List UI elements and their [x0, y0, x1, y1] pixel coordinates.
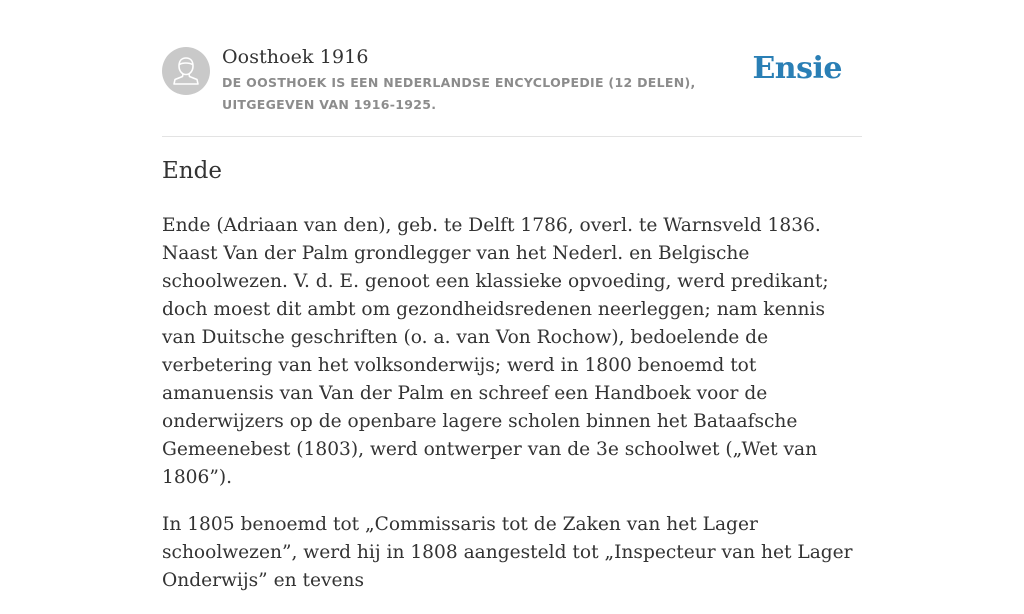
page-container	[162, 0, 862, 591]
entry-body	[162, 212, 862, 614]
entry-paragraph: Ende (Adriaan van den), geb. te Delft 1786, overl. te Warnsveld 1836. Naast Van der Palm grondlegger van het Nederl. en Belgische schoolwezen. V. d. E. genoot een klassieke opvoeding, werd predikant; doch moest dit ambt om gezondheidsredenen neerleggen; nam kennis van Duitsche geschriften (o. a. van Von Rochow), bedoelende de verbetering van het volksonderwijs; werd in 1800 benoemd tot amanuensis van Van der Palm en schreef een Handboek voor de onderwijzers op de openbare lagere scholen binnen het Bataafsche Gemeenebest (1803), werd ontwerper van de 3e schoolwet („Wet van 1806”).	[162, 215, 829, 488]
entry-paragraph: In 1805 benoemd tot „Commissaris tot de Zaken van het Lager schoolwezen”, werd hij in 1808 aangesteld tot „Inspecteur van het Lager Onderwijs” en tevens	[162, 514, 853, 591]
user-silhouette-icon	[162, 47, 210, 95]
source-header	[162, 0, 862, 137]
source-title[interactable]: Oosthoek 1916	[222, 46, 369, 68]
ensie-logo[interactable]: Ensie	[752, 51, 842, 86]
source-avatar[interactable]	[162, 47, 210, 95]
source-description: DE OOSTHOEK IS EEN NEDERLANDSE ENCYCLOPEDIE (12 DELEN), UITGEGEVEN VAN 1916-1925.	[222, 75, 696, 112]
entry-title: Ende	[162, 158, 222, 184]
